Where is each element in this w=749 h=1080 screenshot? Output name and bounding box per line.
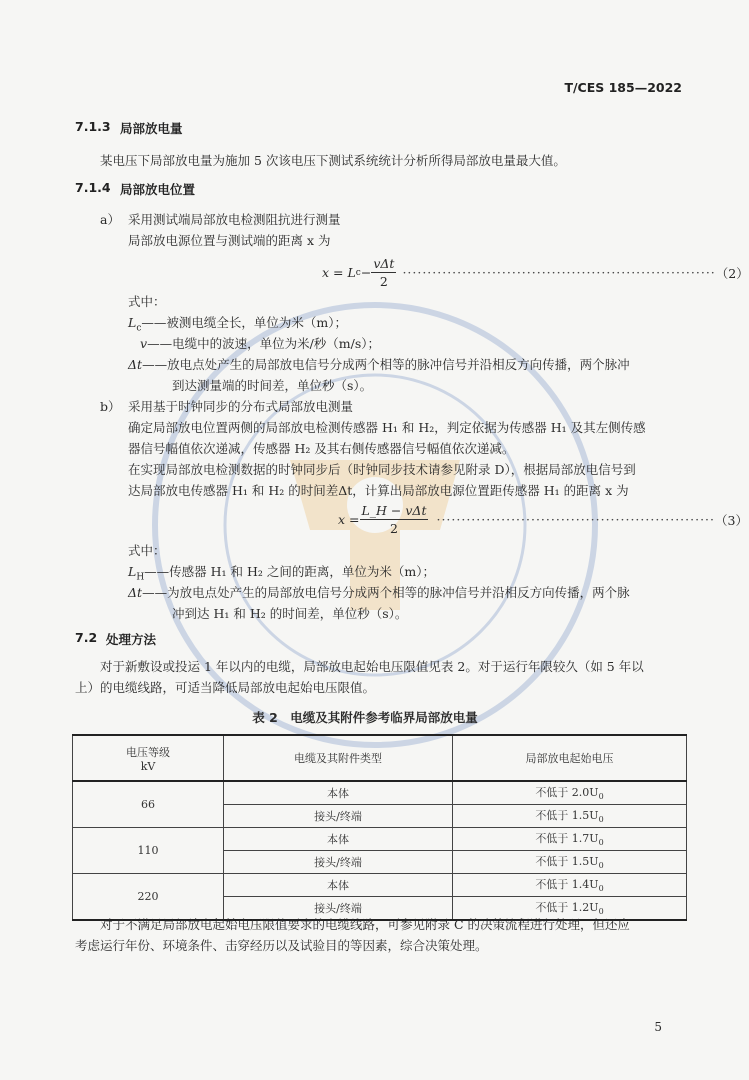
cell-threshold — [453, 805, 687, 828]
section-7-2-number: 7.2 — [75, 630, 98, 645]
def-dt-2-symbol: Δt — [128, 585, 143, 600]
item-b-line1: 采用基于时钟同步的分布式局部放电测量 — [128, 399, 354, 414]
header-threshold: 局部放电起始电压 — [453, 735, 687, 781]
item-b-label: b） — [100, 399, 121, 414]
table-row — [73, 874, 687, 897]
def-dt-symbol: Δt — [128, 357, 143, 372]
cell-type: 本体 — [224, 781, 453, 805]
formula-2-minus: − — [360, 265, 372, 280]
def-Lc-symbol: L — [128, 315, 137, 330]
cell-type: 接头/终端 — [224, 805, 453, 828]
document-id: T/CES 185—2022 — [564, 80, 682, 95]
table-2 — [72, 734, 687, 921]
cell-threshold-value: 不低于 1.4U — [535, 878, 599, 892]
cell-threshold-value: 不低于 1.7U — [535, 832, 599, 846]
header-voltage — [73, 735, 224, 781]
cell-threshold — [453, 874, 687, 897]
section-7-1-4-number: 7.1.4 — [75, 180, 111, 195]
def-dt — [128, 354, 630, 375]
formula-2 — [322, 256, 749, 289]
section-7-1-4-title: 局部放电位置 — [120, 182, 196, 197]
item-b-line3: 器信号幅值依次递减，传感器 H₂ 及其右侧传感器信号幅值依次递减。 — [128, 441, 515, 456]
formula-2-numerator: vΔt — [373, 256, 395, 271]
item-b-line5: 达局部放电传感器 H₁ 和 H₂ 的时间差Δt，计算出局部放电源位置距传感器 H₁ 的距离 x 为 — [128, 483, 629, 498]
formula-2-tag: （2） — [715, 265, 749, 281]
header-type: 电缆及其附件类型 — [224, 735, 453, 781]
formula-2-lhs: x = L — [322, 265, 356, 280]
cell-type: 本体 — [224, 874, 453, 897]
item-a-line2: 局部放电源位置与测试端的距离 x 为 — [128, 233, 331, 248]
where-label-2: 式中： — [128, 543, 166, 558]
formula-3-numerator: L_H − vΔt — [361, 503, 427, 518]
cell-threshold — [453, 851, 687, 874]
cell-threshold-sub: 0 — [598, 792, 604, 802]
def-dt-2-cont: 冲到达 H₁ 和 H₂ 的时间差，单位秒（s）。 — [172, 606, 408, 621]
cell-threshold — [453, 828, 687, 851]
def-v-text: ——电缆中的波速，单位为米/秒（m/s）； — [147, 336, 381, 351]
def-dt-2 — [128, 582, 630, 603]
cell-type: 本体 — [224, 828, 453, 851]
cell-threshold-sub: 0 — [598, 884, 604, 894]
table-row — [73, 781, 687, 805]
formula-3-tag: （3） — [715, 512, 748, 528]
section-7-1-3-title: 局部放电量 — [120, 121, 183, 136]
cell-threshold-value: 不低于 1.5U — [535, 809, 599, 823]
table-2-caption: 表 2 电缆及其附件参考临界局部放电量 — [252, 710, 478, 725]
def-LH-text: ——传感器 H₁ 和 H₂ 之间的距离，单位为米（m）； — [144, 564, 435, 579]
item-b-line2: 确定局部放电位置两侧的局部放电检测传感器 H₁ 和 H₂，判定依据为传感器 H₁ 及其左侧传感 — [128, 420, 646, 435]
table-row — [73, 828, 687, 851]
formula-2-denominator: 2 — [379, 274, 388, 289]
item-a-line1: 采用测试端局部放电检测阻抗进行测量 — [128, 212, 341, 227]
cell-threshold-sub: 0 — [598, 838, 604, 848]
section-7-1-3-body: 某电压下局部放电量为施加 5 次该电压下测试系统统计分析所得局部放电量最大值。 — [100, 153, 566, 168]
section-7-2-title: 处理方法 — [106, 632, 157, 647]
cell-voltage: 220 — [73, 874, 224, 921]
cell-threshold-sub: 0 — [598, 815, 604, 825]
cell-threshold-value: 不低于 2.0U — [535, 786, 599, 800]
def-Lc-text: ——被测电缆全长，单位为米（m）； — [141, 315, 347, 330]
closing-para-line2: 考虑运行年份、环境条件、击穿经历以及试验目的等因素，综合决策处理。 — [75, 938, 488, 953]
cell-threshold-sub: 0 — [598, 861, 604, 871]
def-Lc-sub: c — [136, 323, 142, 334]
item-a-label: a） — [100, 212, 120, 227]
def-dt-text: ——放电点处产生的局部放电信号分成两个相等的脉冲信号并沿相反方向传播，两个脉冲 — [142, 357, 630, 372]
cell-threshold — [453, 781, 687, 805]
header-voltage-unit: kV — [140, 759, 156, 773]
formula-3-leader: ························································ — [436, 512, 715, 527]
cell-threshold-value: 不低于 1.5U — [535, 855, 599, 869]
formula-3 — [338, 503, 748, 536]
cell-threshold-sub: 0 — [598, 907, 604, 917]
cell-voltage: 66 — [73, 781, 224, 828]
cell-threshold-value: 不低于 1.2U — [535, 901, 599, 915]
def-dt-2-text: ——为放电点处产生的局部放电信号分成两个相等的脉冲信号并沿相反方向传播，两个脉 — [142, 585, 630, 600]
formula-2-leader: ······························································· — [402, 265, 716, 280]
formula-2-fraction — [371, 256, 396, 289]
formula-3-fraction — [360, 503, 429, 536]
cell-type: 接头/终端 — [224, 851, 453, 874]
header-voltage-line1: 电压等级 — [126, 745, 170, 759]
where-label-1: 式中： — [128, 294, 166, 309]
def-v-symbol: v — [140, 336, 148, 351]
formula-3-lhs: x = — [338, 512, 360, 527]
section-7-2-para-line2: 上）的电缆线路，可适当降低局部放电起始电压限值。 — [75, 680, 376, 695]
cell-type: 接头/终端 — [224, 897, 453, 921]
section-7-2-para-line1: 对于新敷设或投运 1 年以内的电缆，局部放电起始电压限值见表 2。对于运行年限较久（如 5 年以 — [100, 659, 644, 674]
section-7-1-3-number: 7.1.3 — [75, 119, 111, 134]
def-LH-symbol: L — [128, 564, 137, 579]
formula-2-lhs-sub: c — [355, 267, 361, 278]
formula-3-denominator: 2 — [390, 521, 398, 536]
def-LH-sub: H — [136, 572, 145, 583]
def-dt-cont: 到达测量端的时间差，单位秒（s）。 — [172, 378, 373, 393]
closing-para-line1: 对于不满足局部放电起始电压限值要求的电缆线路，可参见附录 C 的决策流程进行处理，但还应 — [100, 917, 631, 932]
page-number: 5 — [654, 1020, 662, 1034]
def-v — [140, 333, 380, 354]
item-b-line4: 在实现局部放电检测数据的时钟同步后（时钟同步技术请参见附录 D），根据局部放电信号到 — [128, 462, 636, 477]
table-header-row — [73, 735, 687, 781]
cell-voltage: 110 — [73, 828, 224, 874]
